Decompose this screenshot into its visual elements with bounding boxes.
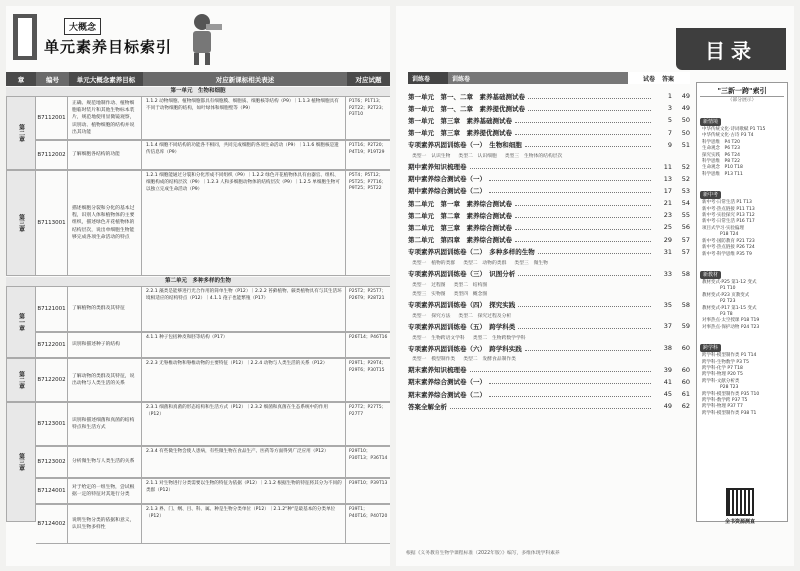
group-cross-discipline: 跨学科 跨学科·模型制作类 P1 T14 跨学科·生物数学 P3 T5 跨学科·化学 P7 T18 跨学科·物理 P20 T5 跨学科·文献分析类 P28 T23 跨学科·模型制作类 P35 T10 跨学科·数学跨 P37 T5 跨学科·物理 P37 T7 跨学科·模型制作类 P38 T1 [702, 345, 760, 416]
toc-item[interactable]: 第二单元 第一章 素养综合测试卷 21 54 [408, 199, 690, 208]
toc-item[interactable]: 期末素养综合测试卷（二） 45 61 [408, 390, 690, 399]
row-tests: P1T6；P1T13；P2T22；P2T23；P3T10 [349, 99, 387, 118]
row-idea: 识别和描述种子的结构 [69, 333, 142, 357]
toc-item[interactable]: 期末素养综合测试卷（一） 41 60 [408, 377, 690, 387]
table-row [36, 140, 390, 170]
toc-item[interactable]: 答案全解全析 49 62 [408, 402, 690, 411]
group-label: 新教材 [700, 271, 721, 279]
group-new-textbook: 新教材 教材变式·P25 第1-12 变式 P1 T10 教材变式·P23 页教变式 P2 T23 教材变式·P17 第1-15 变式 P3 T8 对事热点·太空授课 P18 T19 对事热点·保护动物 P24 T23 [702, 271, 760, 330]
row-code: B7122002 [36, 359, 68, 401]
row-standard: 1.1.2 动物细胞、植物细胞都具有细胞膜、细胞质、细胞核等结构（P9）｜1.1.3 植物细胞具有不同于动物细胞的结构，如叶绿体和细胞壁等（P9） [143, 97, 346, 139]
toc-item[interactable]: 第二单元 第三章 素养综合测试卷 25 56 [408, 223, 690, 232]
group-new-exam: 新中考 新中考·日常生活 P1 T13 新中考·热点链接 P11 T13 新中考·实验探究 P13 T12 新中考·日常生活 P16 T17 项目式学习·实验偏理 P18 T24 新中考·国防教育 P21 T23 新中考·热点链接 P26 T24 新中考·科学思维 P35 T9 [702, 192, 755, 257]
toc-header-a: 训练卷 [408, 72, 448, 84]
table-row [36, 358, 390, 402]
table-row [36, 402, 390, 446]
footnote: 根据《义务教育生物学课程标准（2022年版）》编写，多维体现学科素养 [406, 551, 560, 556]
row-tests: P27T2；P27T5；P27T7 [349, 405, 387, 417]
toc-item[interactable]: 期中素养知识梳理卷 11 52 [408, 162, 690, 172]
chapter-label: 第二章 [6, 358, 36, 402]
row-standard: 1.1.4 细胞不同结构的功能各不相同，共同完成细胞的各项生命活动（P9）｜1.1.6 细胞核是遗传信息库（P9） [143, 141, 346, 169]
toc-subtypes: 类型一 植物的类群 类型二 动物的类群 类型三 微生物 [412, 261, 548, 267]
toc-header-d: 答案 [658, 72, 690, 84]
row-standard: 2.2.1 藻类是能够进行光合作用的简单生物（P12）｜2.2.2 苔藓植物、蕨类植物具有与其生活环境相适应的结构特点（P12）｜4.1.1 孢子也能繁殖（P17） [143, 287, 346, 331]
toc-subtypes: 类型一 过程图 类型二 结构图 [412, 282, 488, 288]
qr-label: 全书资源测直 [724, 519, 755, 525]
toc-item[interactable]: 第二单元 第二章 素养综合测试卷 23 55 [408, 211, 690, 220]
table-row [36, 504, 390, 544]
toc-item[interactable]: 专项素养巩固训练卷（六） 跨学科实践 38 60 [408, 344, 690, 353]
toc-item[interactable]: 期末素养知识梳理卷 39 60 [408, 365, 690, 375]
toc-header-b: 训练卷 [448, 72, 628, 84]
toc-item[interactable]: 期中素养综合测试卷（二） 17 53 [408, 186, 690, 196]
chapter-label: 第二章 [6, 96, 36, 170]
table-row [36, 332, 390, 358]
row-standard: 2.1.3 界、门、纲、目、科、属、种是生物分类单位（P12）｜2.1.2"种"是最基本的分类单位（P12） [143, 505, 346, 543]
row-tests: P25T2；P25T7；P26T9；P28T21 [349, 289, 387, 301]
row-tests: P1T16；P2T20；P4T19；P19T29 [349, 143, 387, 155]
table-row [36, 170, 390, 276]
toc-item[interactable]: 第一单元 第一、二章 素养提优测试卷 3 49 [408, 104, 690, 113]
qr-code-icon[interactable] [726, 488, 754, 516]
group-label: 新情境 [700, 118, 721, 126]
toc-subtypes: 类型一 探究方法 类型二 探究过程及分析 [412, 314, 512, 320]
row-tests: P39T1；P40T16；P40T20 [349, 507, 388, 519]
table-row [36, 96, 390, 140]
row-code: B7112001 [36, 97, 68, 139]
right-page [396, 6, 794, 566]
page-title: 单元素养目标索引 [44, 38, 173, 56]
row-standard: 2.1.1 对生物进行分类需要以生物的特征为依据（P12）｜2.1.2 根据生物的特征将其分为不同的类群（P12） [143, 479, 346, 503]
toc-item[interactable]: 第二单元 第四章 素养综合测试卷 29 57 [408, 235, 690, 245]
unit-heading: 第一单元 生物和细胞 [6, 87, 390, 96]
row-code: B7112002 [36, 141, 68, 169]
row-code: B7124001 [36, 479, 68, 503]
toc-subtypes: 类型三 实物图 类型四 概念图 [412, 292, 488, 298]
row-code: B7123002 [36, 447, 68, 477]
row-tests: P26T14；P46T16 [349, 335, 388, 340]
toc-header [408, 72, 690, 84]
toc-item[interactable]: 第一单元 第一、二章 素养基础测试卷 1 49 [408, 92, 690, 101]
row-tests: P39T10；P39T13 [349, 481, 388, 486]
row-code: B7124002 [36, 505, 68, 543]
toc-subtypes: 类型一 模型制作类 类型二 发酵食品制作类 [412, 357, 516, 363]
toc-item[interactable]: 期中素养综合测试卷（一） 13 52 [408, 174, 690, 184]
group-new-context: 新情境 中华传统文化·诗词歌赋 P1 T15 中华传统文化·古诗 P3 T4 科学思维 P4 T20 生命观念 P6 T23 探究实践 P6 T24 科学思维 P8 T22 生命观念 P10 T18 科学思维 P13 T11 [702, 119, 766, 177]
cartoon-figure-icon [176, 10, 226, 66]
row-idea: 对于给定的一组生物，尝试根据一定的特征对其进行分类 [69, 479, 142, 503]
row-standard: 2.3.4 有些微生物会使人患病，有些微生物在食品生产、医药等方面得到广泛应用（P12） [143, 447, 346, 477]
side-index [696, 82, 788, 522]
row-tests: P29T10；P30T13；P36T14 [349, 449, 388, 461]
toc-header-c: 试卷 [628, 72, 658, 84]
toc-list [408, 90, 690, 412]
row-code: B7113001 [36, 171, 68, 275]
row-idea: 了解细胞各结构的功能 [69, 141, 142, 169]
row-code: B7122001 [36, 333, 68, 357]
row-code: B7123001 [36, 403, 68, 445]
table-row [36, 478, 390, 504]
toc-subtypes: 类型一 认识生物 类型二 认识细胞 类型三 生物体的结构层次 [412, 154, 563, 160]
row-idea: 说明生物分类的依据和意义，认识生物多样性 [69, 505, 142, 543]
toc-item[interactable]: 专项素养巩固训练卷（三） 识图分析 33 58 [408, 269, 690, 279]
contents-title: 目录 [676, 28, 786, 70]
side-subtitle: （部分展示） [727, 98, 757, 103]
chapter-label: 第一章 [6, 286, 36, 358]
row-idea: 了解植物的类群及其特征 [69, 287, 142, 331]
row-idea: 识别和描述细菌和真菌的结构特点和生活方式 [69, 403, 142, 445]
left-header [6, 6, 390, 70]
col-tests: 对应试题 [347, 72, 390, 86]
row-standard: 2.2.3 无脊椎动物和脊椎动物的主要特征（P12）｜2.2.4 动物与人类生活的关系（P12） [143, 359, 346, 401]
toc-item[interactable]: 专项素养巩固训练卷（二） 多种多样的生物 31 57 [408, 247, 690, 257]
col-standard: 对应新课标相关表述 [143, 72, 347, 86]
col-idea: 单元大概念素养目标 [69, 72, 143, 86]
row-tests: P5T4；P5T12；P5T25；P7T16；P9T25；P5T22 [349, 173, 387, 192]
row-code: B7121001 [36, 287, 68, 331]
index-table [6, 72, 390, 566]
row-standard: 1.2.1 细胞能通过分裂和分化形成不同组织（P9）｜1.2.2 绿色开花植物体具有由器官、组织、细胞构成的结构层次（P9）｜1.2.3 人和多细胞动物体的结构层次（P9）｜1.2.5 单细胞生物可以独立完成生命活动（P9） [143, 171, 346, 275]
col-code: 编号 [36, 72, 69, 86]
unit-heading: 第二单元 多种多样的生物 [6, 277, 390, 286]
table-row [36, 286, 390, 332]
row-idea: 分析微生物与人类生活的关系 [69, 447, 142, 477]
row-standard: 4.1.1 种子包括种皮和胚等结构（P17） [143, 333, 346, 357]
toc-item[interactable]: 第一单元 第三章 素养基础测试卷 5 50 [408, 116, 690, 125]
left-page [6, 6, 390, 566]
col-chapter: 章 [6, 72, 36, 86]
toc-item[interactable]: 专项素养巩固训练卷（五） 跨学科类 37 59 [408, 322, 690, 331]
group-label: 新中考 [700, 191, 721, 199]
toc-item[interactable]: 专项素养巩固训练卷（一） 生物和细胞 9 51 [408, 140, 690, 150]
row-standard: 2.3.1 细菌和真菌的形态结构和生活方式（P12）｜2.3.2 细菌和真菌在生态系统中的作用（P12） [143, 403, 346, 445]
row-tests: P29T1；P29T4；P29T6；P30T15 [349, 361, 387, 373]
toc-item[interactable]: 专项素养巩固训练卷（四） 探究实践 35 58 [408, 300, 690, 310]
group-label: 跨学科 [700, 344, 721, 352]
table-row [36, 446, 390, 478]
row-idea: 描述细胞分裂和分化的基本过程，识别人体和植物体的主要组织，描述绿色开花植物体的结构层次，说出单细胞生物能够完成各项生命活动的特点 [69, 171, 142, 275]
side-title: "三新一跨"索引 [700, 86, 784, 97]
chapter-label: 第三章 [6, 170, 36, 276]
row-idea: 了解动物的类群及其特征，说出动物与人类生活的关系 [69, 359, 142, 401]
toc-subtypes: 类型一 生物跨语文学科 类型二 生物跨数学学科 [412, 335, 526, 341]
row-idea: 正确、规范地制作动、植物细胞临时装片和其他生物标本装片，规范地使用显微镜观察，识别动、植物细胞的结构并说出其功能 [69, 97, 142, 139]
pencil-decoration-icon [10, 12, 40, 62]
toc-item[interactable]: 第一单元 第三章 素养提优测试卷 7 50 [408, 128, 690, 138]
chapter-label: 第三章 [6, 402, 36, 522]
concept-badge: 大概念 [64, 18, 101, 35]
